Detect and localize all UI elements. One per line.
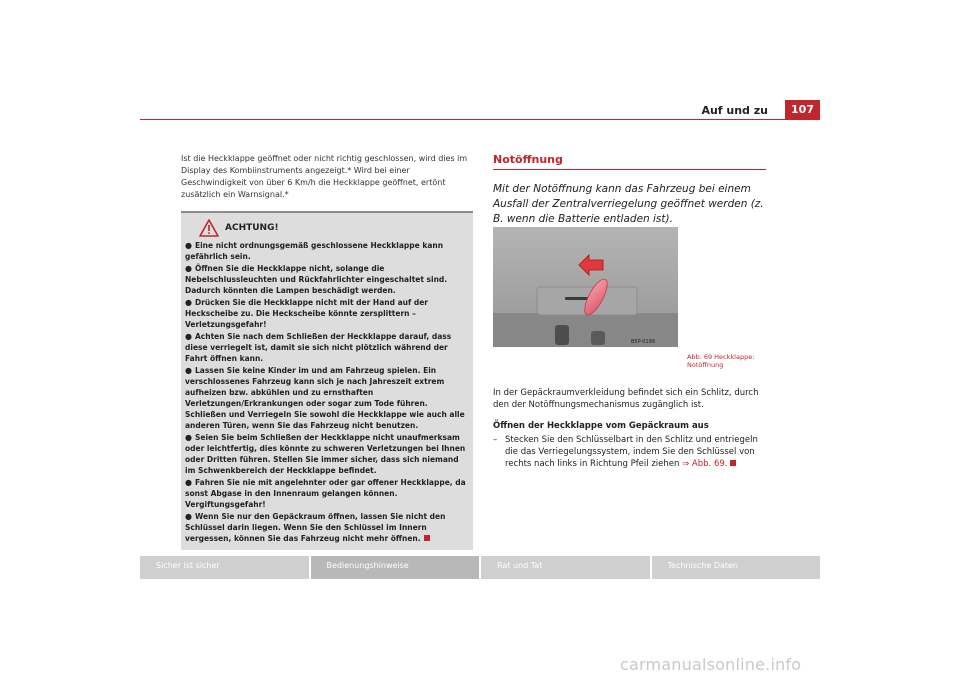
body-text: [493, 387, 768, 470]
footer-tab-advice[interactable]: Rat und Tat: [481, 556, 650, 579]
footer-tab-operating-instructions[interactable]: Bedienungshinweise: [311, 556, 480, 579]
warning-header: [185, 219, 469, 237]
figure-illustration: [493, 227, 678, 347]
instruction-heading: Öffnen der Heckklappe vom Gepäckraum aus: [493, 421, 709, 431]
warning-item: ● Seien Sie beim Schließen der Heckklappe nicht unaufmerksam oder leichtfertig, dies könnte zu schweren Verletzungen bei Ihnen oder Dritten führen. Stellen Sie immer sicher, dass sich niemand im Schwenkbereich der Heckklappe befindet.: [185, 433, 466, 475]
warning-title: ACHTUNG!: [225, 223, 279, 233]
section-title: Notöffnung: [493, 153, 766, 170]
watermark: carmanualsonline.info: [620, 655, 802, 674]
warning-item: ● Drücken Sie die Heckklappe nicht mit der Hand auf der Heckscheibe zu. Die Heckscheibe könnte zersplittern – Verletzungsgefahr!: [185, 298, 429, 329]
body-paragraph: In der Gepäckraumverkleidung befindet sich ein Schlitz, durch den der Notöffnungsmechanismus zugänglich ist.: [493, 388, 759, 410]
figure-code: B5P-0198: [630, 339, 655, 345]
warning-item: ● Öffnen Sie die Heckklappe nicht, solange die Nebelschlussleuchten und Rückfahrlichter eingeschaltet sind. Dadurch könnten die Lampen beschädigt werden.: [185, 264, 448, 295]
intro-paragraph: Ist die Heckklappe geöffnet oder nicht richtig geschlossen, wird dies im Display des Kombiinstruments angezeigt.* Wird bei einer Geschwindigkeit von über 6 Km/h die Heckklappe geöffnet, ertönt zusätzlich ein Warnsignal.*: [181, 154, 468, 199]
right-column: [493, 153, 823, 469]
bullet-icon: ●: [185, 512, 192, 521]
figure-caption: Abb. 69 Heckklappe: Notöffnung: [687, 353, 755, 369]
bullet-icon: ●: [185, 433, 192, 442]
page-header-title: Auf und zu: [701, 104, 768, 117]
warning-triangle-icon: [199, 219, 219, 237]
warning-box: [181, 211, 473, 550]
bullet-icon: ●: [185, 366, 192, 375]
figure-tailgate-emergency-release: [493, 227, 678, 347]
page-number: 107: [785, 100, 820, 120]
warning-item: ● Fahren Sie nie mit angelehnter oder gar offener Heckklappe, da sonst Abgase in den Innenraum gelangen können. Vergiftungsgefahr!: [185, 478, 466, 509]
warning-item: ● Eine nicht ordnungsgemäß geschlossene Heckklappe kann gefährlich sein.: [185, 241, 444, 261]
section-end-marker: [730, 460, 736, 466]
bullet-icon: ●: [185, 332, 192, 341]
warning-item: ● Lassen Sie keine Kinder im und am Fahrzeug spielen. Ein verschlossenes Fahrzeug kann sich je nach Jahreszeit extrem aufheizen bzw. abkühlen und zu ernsthaften Verletzungen/Erkrankungen oder sogar zum Tode führen. Schließen und Verriegeln Sie sowohl die Heckklappe wie auch alle anderen Türen, wenn Sie das Fahrzeug nicht benutzen.: [185, 366, 465, 430]
section-intro: Mit der Notöffnung kann das Fahrzeug bei einem Ausfall der Zentralverriegelung geöffnet werden (z. B. wenn die Batterie entladen ist).: [493, 183, 764, 225]
left-column: [181, 153, 473, 550]
header-divider: [140, 119, 820, 120]
footer-tab-safety[interactable]: Sicher ist sicher: [140, 556, 309, 579]
warning-list: [185, 240, 469, 544]
footer-tab-technical-data[interactable]: Technische Daten: [652, 556, 821, 579]
bullet-icon: ●: [185, 241, 192, 250]
warning-item: ● Achten Sie nach dem Schließen der Heckklappe darauf, dass diese verriegelt ist, damit sie sich nicht plötzlich während der Fahrt öffnen kann.: [185, 332, 452, 363]
bullet-icon: ●: [185, 298, 192, 307]
footer-navigation: [140, 556, 820, 579]
warning-item: ● Wenn Sie nur den Gepäckraum öffnen, lassen Sie nicht den Schlüssel darin liegen. Wenn Sie den Schlüssel im Innern vergessen, können Sie das Fahrzeug nicht mehr öffnen.: [185, 512, 446, 543]
figure-reference-link[interactable]: ⇒ Abb. 69: [682, 459, 725, 469]
step-dash: –: [493, 435, 498, 445]
bullet-icon: ●: [185, 264, 192, 273]
bullet-icon: ●: [185, 478, 192, 487]
section-end-marker: [424, 535, 430, 541]
instruction-step: – Stecken Sie den Schlüsselbart in den Schlitz und entriegeln die das Verriegelungssystem, indem Sie den Schlüssel von rechts nach links in Richtung Pfeil ziehen ⇒ Abb. 69.: [493, 435, 758, 469]
